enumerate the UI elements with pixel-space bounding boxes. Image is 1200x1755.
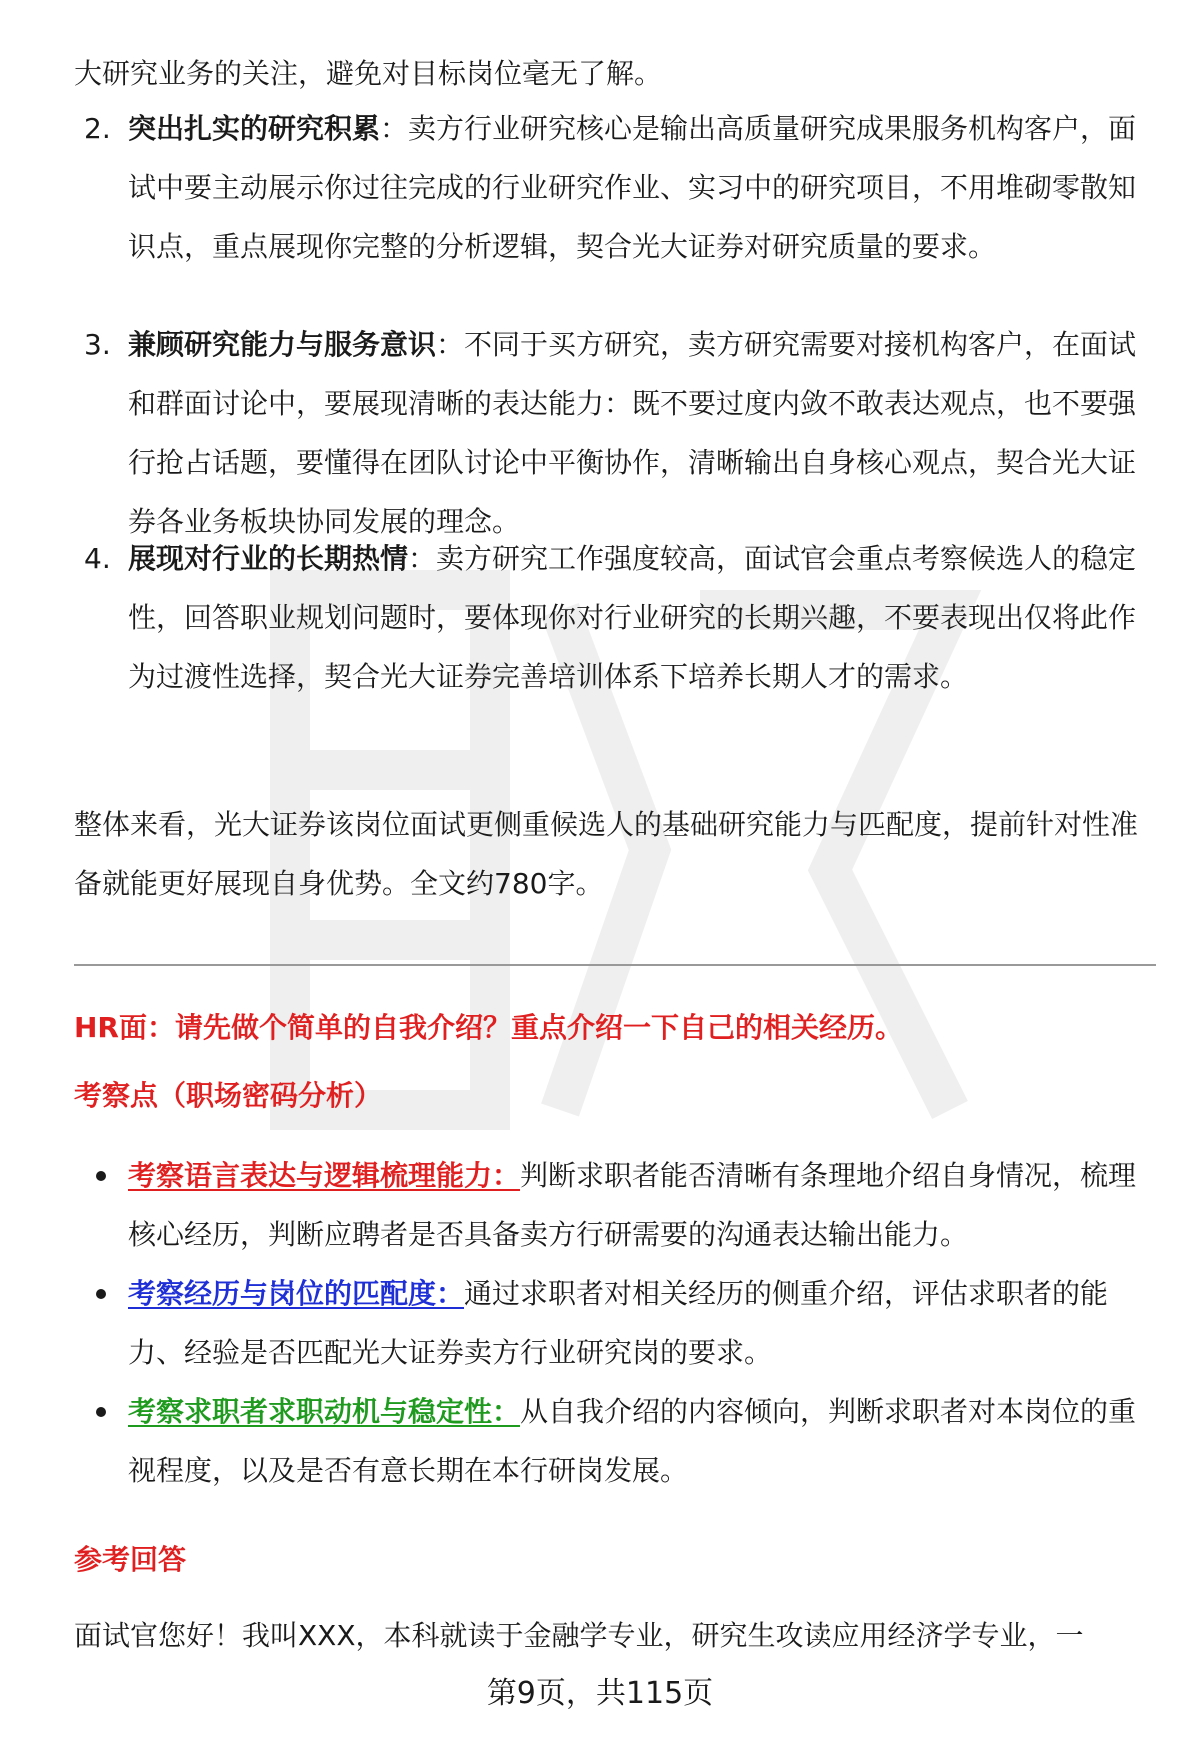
analysis-point [74,1382,1156,1500]
point-label: 考察语言表达与逻辑梳理能力： [128,1159,521,1192]
analysis-heading: 考察点（职场密码分析） [74,1079,383,1112]
answer-heading: 参考回答 [74,1543,187,1576]
summary-paragraph: 整体来看，光大证券该岗位面试更侧重候选人的基础研究能力与匹配度，提前针对性准备就能更好展现自身优势。全文约780字。 [74,808,1139,900]
tip-text: ：卖方研究工作强度较高，面试官会重点考察候选人的稳定性，回答职业规划问题时，要体现你对行业研究的长期兴趣，不要表现出仅将此作为过渡性选择，契合光大证券完善培训体系下培养长期人才的需求。 [128,542,1137,693]
tip-title: 展现对行业的长期热情 [128,542,409,575]
tip-item [74,529,1154,691]
answer-paragraph: 面试官您好！我叫XXX，本科就读于金融学专业，研究生攻读应用经济学专业，一 [74,1619,1084,1652]
page-footer: 第9页，共115页 [486,1676,714,1711]
tip-number: 2. [84,112,111,145]
interview-question: HR面：请先做个简单的自我介绍？重点介绍一下自己的相关经历。 [74,1011,903,1044]
tip-text: ：卖方行业研究核心是输出高质量研究成果服务机构客户，面试中要主动展示你过往完成的行业研究作业、实习中的研究项目，不用堆砌零散知识点，重点展现你完整的分析逻辑，契合光大证券对研究质量的要求。 [128,112,1137,263]
tip-number: 3. [84,328,111,361]
tip-text: ：不同于买方研究，卖方研究需要对接机构客户，在面试和群面讨论中，要展现清晰的表达能力：既不要过度内敛不敢表达观点，也不要强行抢占话题，要懂得在团队讨论中平衡协作，清晰输出自身核心观点，契合光大证券各业务板块协同发展的理念。 [128,328,1137,538]
bullet-icon [96,1407,106,1417]
analysis-points-list [74,1146,1156,1500]
bullet-icon [96,1289,106,1299]
tip-title: 突出扎实的研究积累 [128,112,381,145]
tip-item [74,315,1154,538]
bullet-icon [96,1171,106,1181]
intro-tail-text: 大研究业务的关注，避免对目标岗位毫无了解。 [74,57,663,90]
tips-list [74,99,1154,691]
section-divider [74,964,1156,966]
point-text: 从自我介绍的内容倾向，判断求职者对本岗位的重视程度，以及是否有意长期在本行研岗发展。 [128,1395,1137,1487]
point-label: 考察求职者求职动机与稳定性： [128,1395,521,1428]
analysis-point [74,1146,1156,1264]
point-text: 通过求职者对相关经历的侧重介绍，评估求职者的能力、经验是否匹配光大证券卖方行业研究岗的要求。 [128,1277,1109,1369]
tip-item [74,99,1154,315]
point-text: 判断求职者能否清晰有条理地介绍自身情况，梳理核心经历，判断应聘者是否具备卖方行研需要的沟通表达输出能力。 [128,1159,1137,1251]
tip-number: 4. [84,542,111,575]
analysis-point [74,1264,1156,1382]
point-label: 考察经历与岗位的匹配度： [128,1277,465,1310]
tip-title: 兼顾研究能力与服务意识 [128,328,437,361]
